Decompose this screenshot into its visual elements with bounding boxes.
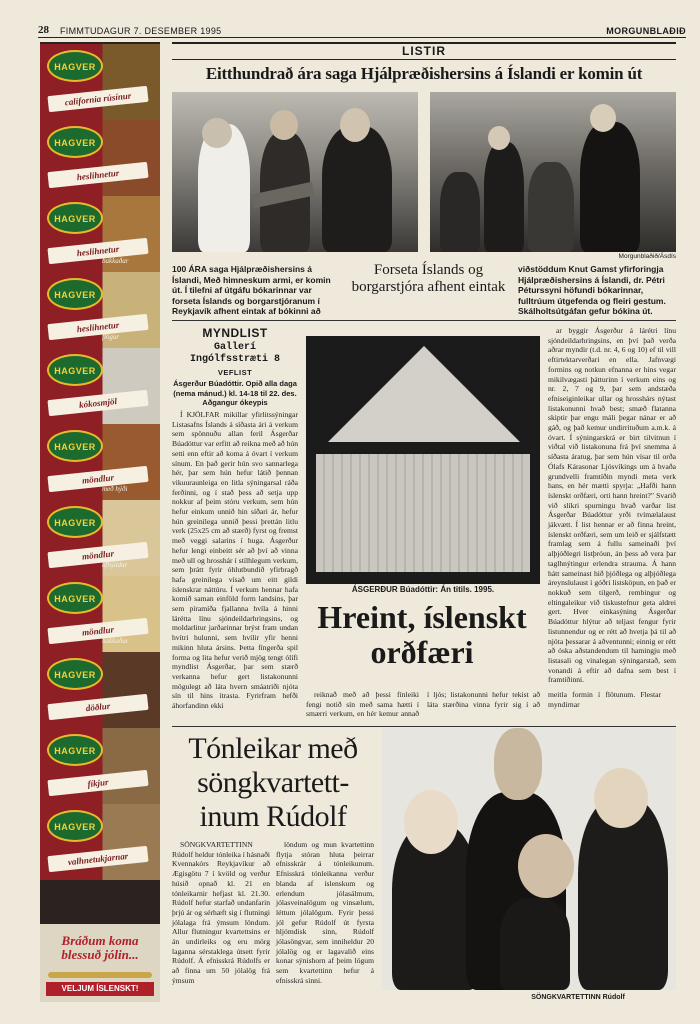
ad-product-sub: afhýddar <box>102 561 128 569</box>
ad-slogan: Bráðum koma blessuð jólin... <box>61 933 139 962</box>
ad-product-cell <box>40 272 160 348</box>
ad-product-sub: með hýði <box>102 485 128 493</box>
section-title: LISTIR <box>402 44 446 58</box>
section-banner <box>172 42 676 60</box>
ad-product-label: valhnetukjarnar <box>47 846 148 872</box>
divider <box>172 726 676 727</box>
hagver-logo: HAGVER <box>47 582 103 614</box>
hagver-logo: HAGVER <box>47 126 103 158</box>
caption-headline: Forseta Íslands og borgarstjóra afhent eintak <box>351 262 506 295</box>
quartet-photo <box>382 728 676 990</box>
ad-product-sub: flögur <box>102 333 120 341</box>
ad-product-cell <box>40 348 160 424</box>
ad-product-label: kókosmjöl <box>47 390 148 416</box>
hagver-logo: HAGVER <box>47 202 103 234</box>
main-headline: Eitthundrað ára saga Hjálpræðishersins á Íslandi er komin út <box>205 64 643 83</box>
ad-product-cell <box>40 804 160 880</box>
caption-left: 100 ÁRA saga Hjálpræðishersins á Íslandi, Með himneskum armi, er komin út. Í tilefni af útgáfu bókarinnar var forseta Íslands og borgarstjóranum í Reykjavík afhent eintak af bókinni að <box>172 264 331 316</box>
ad-product-label: heslihnetur <box>47 162 148 188</box>
review-column-2: reiknað með að þessi fínleiki fengi notið sín með sama hætti í smærri verkum, en hér kemur annað í ljós; listakonunni hefur tekist að láta stærðina vinna fyrir sig í að meitla formin í flötunum. Flestar myndirnar <box>306 690 661 719</box>
tapestry-image <box>306 336 540 584</box>
review-type: VEFLIST <box>217 368 253 377</box>
tapestry-caption: ÁSGERÐUR Búadóttir: Án titils. 1995. <box>351 585 495 594</box>
divider <box>172 320 676 321</box>
ad-product-cell <box>40 120 160 196</box>
ad-product-cell <box>40 500 160 576</box>
photo-credit: Morgunblaðið/Ásdís <box>618 253 676 260</box>
ad-product-sub: bakkaðar <box>102 257 129 265</box>
concert-headline: Tónleikar með söngkvartett-inum Rúdolf <box>188 732 358 833</box>
hagver-logo: HAGVER <box>47 278 103 310</box>
ad-product-label: möndlur <box>47 618 148 644</box>
page-number: 28 <box>38 24 49 36</box>
hagver-logo: HAGVER <box>47 810 103 842</box>
hagver-logo: HAGVER <box>47 658 103 690</box>
hagver-logo: HAGVER <box>47 50 103 82</box>
hagver-logo: HAGVER <box>47 430 103 462</box>
ad-product-label: heslihnetur <box>47 238 148 264</box>
hagver-logo: HAGVER <box>47 734 103 766</box>
review-heading: MYNDLIST <box>202 326 268 340</box>
ad-product-cell <box>40 652 160 728</box>
review-column-3: ar byggir Ásgerður á lárétri línu sjóndeildarhringsins, en því það verða aðrar myndir (t.d. nr. 4, 6 og 10) ef til vill eftirtektarverðari en ella. Jafnvægi formins og notkun efnanna er hins vegar mikilvægasti þátturinn í verkum eins og nr. 2, 7 og 9, þar sem andstæða efniseiginleikar ullar og hrosshárs nýtast listakonunni hvað best; smæð flatanna skiptir þar engu máli þegar nánar er að gáð, og það kemur undirrituðum a.m.k. á óvart. Í sýningarskrá er birt tilvitnun í viðtal við listakonuna frá því snemma á síðasta áratug, þar sem hún vísar til orða Ólafs Kárasonar Ljósvíkings um á hvaða grundvelli framtíðin myndi meta verk hans, en hér mætti spyrja: „Hafði hann íslenskt orðfæri, orti hann hreint?" Svarið við slíkri spurningu hvað varðar list Ásgerðar Búadóttur yrði tvímælalaust jákvætt. Í list hennar er að finna hreint, íslenskt orðfæri, sem um leið er sjálfstætt framlag sem á fullu sameinaði því alþjóðlegri listþróun, án þess að vera þar taglhnýtingur erlendra strauma. Á hann hátt sameinast hið þjóðlega og alþjóðlega áreynslulaust í góðri listsköpun, en það er nokkuð sem tilgerð, rembingur og eltingaleikur við tískustefnur geta aldrei gert. Hver einkasýning Ásgerðar Búadóttur hlýtur að teljast fengur fyrir listunnendur og er rétt að hvetja þá til að njóta þessarar á aðventunni; einnig er rétt að óska aðstandendum til hamingju með listasali og vinalegan sýningarstað, sem vonandi á eftir að dafna sem best í framtíðinni. <box>548 326 676 685</box>
ad-product-cell <box>40 424 160 500</box>
ad-product-label: döðlur <box>47 694 148 720</box>
ad-slogan-block <box>40 924 160 1002</box>
ad-buy-local: VELJUM ÍSLENSKT! <box>46 982 154 996</box>
paper-name: MORGUNBLAÐIÐ <box>606 26 686 36</box>
review-column-1: Í KJÖLFAR mikillar yfirlitssýningar Listasafns Íslands á síðasta ári á verkum sem spönnuðu allan feril Ásgerðar Búadóttur var erfitt að reikna með að hún setti enn eftir að koma á óvart í verkum sínum. En það gerir hún svo sannarlega hér, þar sem hún hefur látið þennan vikuuraunleiga en litla sýningarsal ráða ferðinni, og í stað þess að setja upp nokkur af þeim stóru verkum, sem hún hefur einkum unnið hin síðari ár, hefur hún greinilega unnið þessi þrettán litlu verk (25x25 cm að stærð) fyrst og fremst með veggi salarins í huga. Ásgerður hefur lengi einbeitt sér að því að vinna með ull og hrosshár í stílhlegum verkum, sem þrátt fyrir óhlutbundið yfirbragð hafa greinilega vísað um eitt gildi íslenskrar náttúru. Í verkum hennar hafa komið saman einföld form landsins, þar sem píramíða fjallanna hvíla á hinni lárétta línu sjóndeildarhringsins, og moldarlitur jarðarinnar brýst fram undan hvítri hulunni, sem hvílir yfir henni mikinn hluta ársins. Þetta fíngerða spil forma og lita hefur verið mjög tengt ólífi myndlist Ásgerðar, þar sem stærð verkanna hefur gert listakonunni mögulegt að láta hvern smáatriði njóta sín til hins ítrasta. Fyrirfram hefði áhorfandinn ekki <box>172 410 298 711</box>
caption-right: viðstöddum Knut Gamst yfirforingja Hjálpræðishersins á Íslandi, dr. Pétri Péturssyni höfundi bókarinnar, fulltrúum útgefenda og fleiri gestum. Skálholtsútgáfan gefur bókina út. <box>518 264 666 316</box>
page-header <box>38 24 686 38</box>
ad-product-label: heslihnetur <box>47 314 148 340</box>
ad-product-cell <box>40 728 160 804</box>
hagver-advertisement <box>40 42 160 1002</box>
concert-column-1: SÖNGKVARTETTINN Rúdolf heldur tónleika í hásnaði Kvennakórs Reykjavíkur að Ægisgötu 7 í kvöld og verður húsið opnað kl. 21 en tónleikarnir hefjast kl. 21.30. Rúdolf hefur starfað undanfarin þrjú ár og sérhæft sig í flutningi jólalaga frá ýmsum löndum. Allur flutningur kvartettsins er án undirleiks og eru mörg laganna sérstaklega útsett fyrir Rúdolf. Á efnisskrá Rúdolfs er að finna um 50 jólalög frá ýmsum <box>172 840 270 985</box>
review-headline: Hreint, íslenskt orðfæri <box>317 599 527 670</box>
ad-product-label: california rúsínur <box>47 86 148 112</box>
ad-product-sub: hakkaðar <box>102 637 129 645</box>
ad-product-label: möndlur <box>47 542 148 568</box>
ad-product-label: fíkjur <box>47 770 148 796</box>
ad-product-cell <box>40 196 160 272</box>
photo-ceremony <box>430 92 676 252</box>
ad-product-cell <box>40 576 160 652</box>
issue-date: FIMMTUDAGUR 7. DESEMBER 1995 <box>60 26 222 36</box>
review-info: Ásgerður Búadóttir. Opið alla daga (nema mánud.) kl. 14-18 til 22. des. Aðgangur ókeypis <box>173 379 297 407</box>
ad-product-label: möndlur <box>47 466 148 492</box>
hagver-logo: HAGVER <box>47 354 103 386</box>
rolling-pin <box>48 972 152 978</box>
figure-officer <box>322 126 392 252</box>
review-venue: Gallerí Ingólfsstræti 8 <box>189 342 280 365</box>
photo-book-presentation <box>172 92 418 252</box>
hagver-logo: HAGVER <box>47 506 103 538</box>
ad-product-cell <box>40 44 160 120</box>
concert-column-2: löndum og mun kvartettinn flytja stóran hluta þeirrar efnisskrár á tónleikunum. Efnisskrá tónleikanna verður blanda af íslenskum og erlendum jólasálmum, jólasveinalögum og vinsælum, léttum jólalögum. Fyrir þessi jól gefur Rúdolf út fyrsta hljómdisk sinn, Rúdolf jólasöngvar, sem inniheldur 20 jólalög og er lagavalið eins konar sýnishorn af þeim lögum sem kvartettinn hefur á efnisskrá sinni. <box>276 840 374 985</box>
quartet-caption: SÖNGKVARTETTINN Rúdolf <box>531 994 625 1001</box>
